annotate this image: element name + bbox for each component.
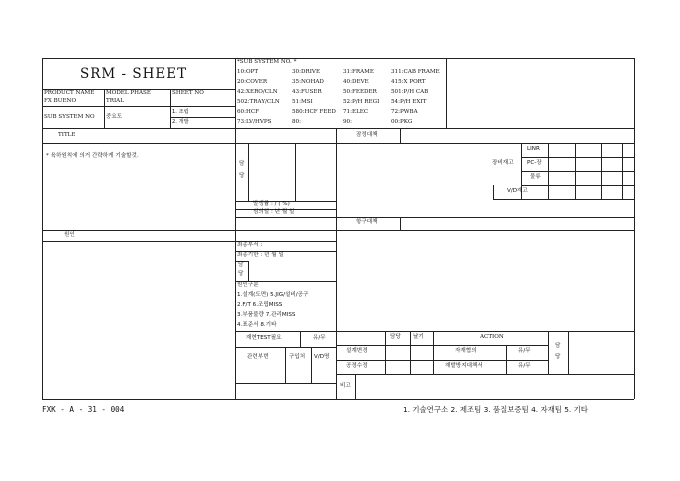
material-meeting-label: 자재협의: [455, 348, 477, 354]
importance-label: 중요도: [106, 114, 123, 120]
subsystem-code: 415:X PORT: [391, 79, 426, 85]
document-code: FXK - A - 31 - 004: [42, 405, 125, 414]
subsystem-code: 00:PKG: [391, 119, 413, 125]
subsystem-code: 73:LV/HVPS: [237, 119, 272, 125]
cause-class-item: 4.표준서 8.기타: [237, 322, 277, 328]
subsystem-code: 580:HCF FEED: [292, 109, 336, 115]
owner-label-bottom: 당: [239, 173, 245, 179]
note-label: 비고: [340, 383, 351, 389]
subsystem-code: 51:MSI: [292, 99, 313, 105]
subsystem-code: 54:P/H EXIT: [391, 99, 427, 105]
action-owner-bottom: 당: [555, 354, 561, 360]
subsystem-code: 42:XERO/CLN: [237, 89, 278, 95]
related-part-label: 관련부번: [247, 354, 269, 360]
inventory-row-pc: PC-장: [527, 160, 542, 166]
model-phase-label: MODEL PHASE: [106, 90, 151, 96]
sheet-no-label: SHEET NO: [172, 90, 204, 96]
cause-label: 원인: [64, 232, 75, 238]
subsystem-code: 40:DEVE: [343, 79, 369, 85]
cause-class-item: 2.F/T 6.조립MISS: [237, 302, 283, 308]
inventory-label: 장비재고: [492, 160, 514, 166]
product-name-value[interactable]: FX BUENO: [44, 98, 77, 104]
subsystem-code: 502:TRAY/CLN: [237, 99, 280, 105]
distribution-list: 1. 기술연구소 2. 제조팀 3. 품질보증팀 4. 자재팀 5. 기타: [403, 405, 588, 414]
inventory-row-logistics: 물류: [530, 174, 541, 180]
date-col-label: 날기: [413, 334, 424, 340]
prevention-label: 재발방지대책서: [445, 363, 483, 369]
owner-col-label: 담당: [390, 334, 401, 340]
material-meeting-yes-no[interactable]: 유/무: [518, 348, 531, 354]
subsystem-code: 30:DRIVE: [292, 69, 321, 75]
inventory-row-linr: LINR: [527, 146, 540, 152]
product-name-label: PRODUCT NAME: [44, 90, 95, 96]
purchase-label: 구입처: [289, 354, 306, 360]
subsystem-code: 60:HCF: [237, 109, 260, 115]
permanent-label: 항구대책: [356, 219, 378, 225]
title-label: TITLE: [58, 132, 76, 138]
sheet-option-assembly[interactable]: 1. 조립: [172, 109, 189, 115]
prevention-yes-no[interactable]: 유/무: [518, 363, 531, 369]
action-owner-top: 담: [555, 343, 561, 349]
subsystem-code: 31:FRAME: [343, 69, 374, 75]
sheet-title: SRM - SHEET: [80, 66, 188, 82]
occurrence-rate[interactable]: 발생률 : / ( %): [253, 201, 290, 207]
subsystem-code: 52:P/H REGI: [343, 99, 380, 105]
subsystem-code: 35:NOHAD: [292, 79, 324, 85]
vd-stock-label: V/D재고: [507, 188, 528, 194]
subsystem-heading: *SUB SYSTEM NO. *: [237, 59, 297, 65]
owner-label-top: 담: [239, 161, 245, 167]
retest-label: 재현TEST필요: [246, 335, 282, 341]
cause-class-item: 3.부품불량 7.관리MISS: [237, 312, 296, 318]
subsystem-code: 90:: [343, 119, 353, 125]
subsystem-code: 43:FUSER: [292, 89, 322, 95]
sub-system-no-label: SUB SYSTEM NO: [44, 114, 95, 120]
final-owner-top: 담: [238, 262, 244, 268]
cause-class-item: 1.설계(도면) 5.JIG/설비/공구: [237, 292, 309, 298]
vd-name-label: V/D명: [314, 354, 330, 360]
subsystem-code: 80:: [292, 119, 302, 125]
review-date[interactable]: 심의일 : 년 월 일: [253, 209, 295, 215]
subsystem-code: 501:P/H CAB: [391, 89, 429, 95]
final-dept[interactable]: 최종부서 :: [237, 242, 263, 248]
action-label: ACTION: [480, 334, 504, 340]
subsystem-code: 72:PWBA: [391, 109, 418, 115]
countermeasure-label: 잠정대책: [356, 132, 378, 138]
subsystem-code: 10:OPT: [237, 69, 259, 75]
subsystem-code: 50:FEEDER: [343, 89, 377, 95]
instruction-text: * 육하원칙에 의거 간략하게 기술할것.: [46, 153, 139, 159]
final-owner-bottom: 당: [238, 271, 244, 277]
cause-class-heading: 원인구분: [237, 282, 259, 288]
process-fix-label: 공정수정: [346, 363, 368, 369]
design-change-label: 설계변경: [346, 348, 368, 354]
model-phase-value[interactable]: TRIAL: [106, 98, 124, 104]
retest-yes-no[interactable]: 유/무: [313, 335, 326, 341]
final-deadline[interactable]: 최종기한 : 년 월 일: [237, 252, 284, 258]
sheet-option-development[interactable]: 2. 개발: [172, 119, 189, 125]
subsystem-code: 311:CAB FRAME: [391, 69, 440, 75]
subsystem-code: 20:COVER: [237, 79, 268, 85]
subsystem-code: 71:ELEC: [343, 109, 369, 115]
